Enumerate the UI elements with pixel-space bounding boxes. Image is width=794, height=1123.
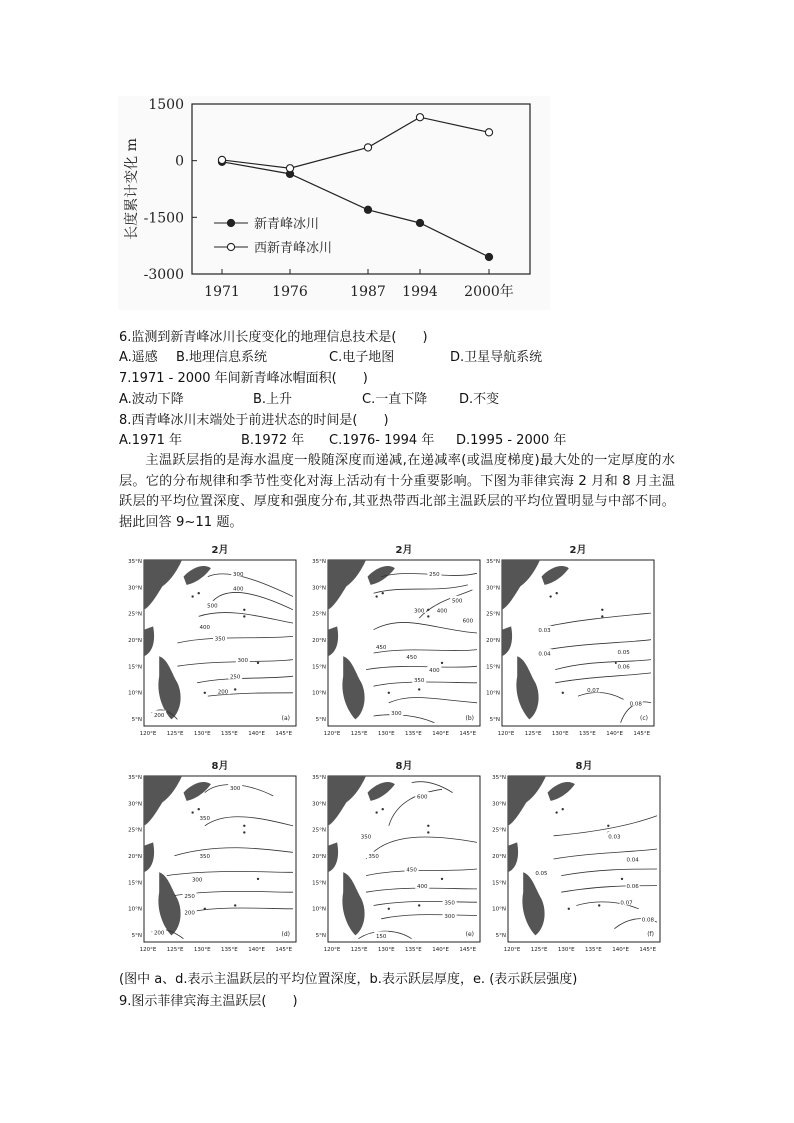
lat-label: 5°N: [131, 933, 142, 940]
island-dot: [621, 878, 623, 880]
contour-label: 350: [368, 854, 379, 861]
lat-label: 30°N: [492, 801, 506, 808]
lon-label: 135°E: [221, 947, 238, 953]
lat-label: 35°N: [486, 559, 500, 565]
lon-label: 120°E: [323, 947, 341, 953]
panel-letter: (b): [465, 715, 474, 722]
lat-label: 30°N: [128, 585, 142, 592]
island-dot: [243, 825, 245, 827]
contour-label: 200: [217, 689, 229, 696]
x-tick-label: 1976: [272, 284, 308, 300]
island-dot: [198, 808, 200, 810]
lon-label: 125°E: [166, 731, 184, 737]
panel-letter: (e): [465, 931, 474, 938]
lon-label: 135°E: [405, 947, 422, 953]
series-2-point: [364, 144, 371, 151]
series-2-point: [286, 165, 293, 172]
lon-label: 140°E: [432, 731, 449, 737]
question-8-stem: 8.西青峰冰川末端处于前进状态的时间是( ): [119, 413, 389, 428]
island-dot: [243, 609, 245, 611]
panel-letter: (d): [281, 931, 290, 938]
island-dot: [418, 904, 420, 906]
y-tick-label: 0: [175, 153, 184, 170]
contour-label: 350: [214, 636, 226, 643]
map-month-title: 2月: [211, 545, 229, 556]
legend-marker: [227, 243, 234, 250]
island-dot: [191, 595, 193, 597]
question-6-option-d: D.卫星导航系统: [450, 350, 543, 365]
contour-label: 300: [444, 913, 455, 920]
island-dot: [388, 908, 390, 910]
contour-label: 0.08: [641, 917, 654, 924]
lon-label: 125°E: [530, 947, 548, 953]
island-dot: [441, 878, 443, 880]
island-dot: [607, 825, 609, 827]
contour-label: 0.04: [626, 857, 639, 864]
island-dot: [388, 692, 390, 694]
lon-label: 130°E: [193, 947, 211, 953]
legend-label: 西新青峰冰川: [254, 241, 333, 256]
lon-label: 130°E: [377, 947, 395, 953]
lon-label: 135°E: [221, 731, 238, 737]
island-dot: [562, 692, 564, 694]
lat-label: 30°N: [312, 801, 326, 808]
island-dot: [234, 904, 236, 906]
contour-label: 0.07: [620, 900, 633, 907]
island-dot: [427, 615, 429, 617]
question-7-option-b: B.上升: [253, 392, 293, 407]
contour-label: 350: [413, 678, 425, 685]
lon-label: 120°E: [323, 731, 341, 737]
contour-label: 0.06: [626, 884, 639, 891]
y-tick-label: 1500: [148, 97, 184, 113]
lat-label: 15°N: [312, 880, 326, 887]
island-dot: [257, 878, 259, 880]
thermocline-map-c: [478, 540, 658, 745]
lon-label: 140°E: [432, 947, 449, 953]
island-dot: [441, 662, 443, 664]
question-9-stem: 9.图示菲律宾海主温跃层( ): [119, 994, 298, 1009]
lon-label: 130°E: [377, 731, 395, 737]
contour-label: 400: [232, 586, 244, 593]
contour-label: 350: [199, 816, 211, 822]
map-month-title: 2月: [395, 545, 413, 556]
question-7-option-d: D.不变: [459, 392, 500, 407]
contour-label: 200: [153, 712, 165, 719]
thermocline-map-f: [484, 756, 664, 961]
contour-label: 300: [229, 786, 241, 793]
contour-label: 0.08: [629, 701, 642, 708]
island-dot: [234, 688, 236, 690]
question-7-stem: 7.1971 - 2000 年间新青峰冰帽面积( ): [119, 371, 368, 386]
lat-label: 20°N: [312, 638, 326, 645]
island-dot: [204, 692, 206, 694]
island-dot: [243, 615, 245, 617]
question-8-option-a: A.1971 年: [119, 433, 183, 448]
lon-label: 130°E: [557, 947, 575, 953]
x-tick-label: 2000年: [464, 284, 514, 300]
island-dot: [601, 609, 603, 611]
contour-label: 300: [191, 877, 203, 884]
lat-label: 25°N: [312, 611, 326, 618]
series-1-point: [416, 219, 423, 226]
lat-label: 15°N: [312, 664, 326, 671]
lat-label: 25°N: [492, 827, 506, 834]
contour-label: 350: [360, 834, 372, 841]
contour-label: 450: [406, 654, 417, 661]
panel-letter: (f): [647, 931, 654, 938]
lon-label: 130°E: [551, 731, 569, 737]
thermocline-map-d: [120, 756, 300, 961]
thermocline-map-b: [304, 540, 484, 745]
question-8-option-c: C.1976- 1994 年: [329, 433, 435, 448]
island-dot: [549, 595, 551, 597]
lat-label: 15°N: [486, 664, 500, 671]
contour-label: 250: [229, 674, 241, 681]
lon-label: 145°E: [639, 947, 657, 953]
lon-label: 125°E: [350, 731, 368, 737]
contour-label: 0.05: [535, 870, 548, 877]
figure-caption: (图中 a、d.表示主温跃层的平均位置深度，b.表示跃层厚度，e. (表示跃层强度): [119, 972, 578, 987]
lat-label: 20°N: [486, 638, 500, 645]
lat-label: 10°N: [128, 690, 142, 697]
lat-label: 10°N: [312, 906, 326, 913]
series-2-point: [485, 129, 492, 136]
lat-label: 35°N: [312, 559, 326, 565]
island-dot: [243, 831, 245, 833]
question-6-option-c: C.电子地图: [329, 350, 395, 365]
contour-label: 400: [436, 608, 448, 615]
lat-label: 15°N: [128, 880, 142, 887]
x-tick-label: 1994: [402, 284, 438, 300]
lat-label: 25°N: [312, 827, 326, 834]
lon-label: 140°E: [248, 947, 265, 953]
lon-label: 145°E: [459, 731, 477, 737]
contour-label: 300: [237, 658, 249, 665]
lat-label: 35°N: [128, 559, 142, 565]
lat-label: 5°N: [131, 717, 142, 724]
contour-label: 0.04: [538, 651, 551, 658]
lon-label: 125°E: [166, 947, 184, 953]
y-axis-label: 长度累计变化 m: [124, 138, 140, 240]
question-7-option-a: A.波动下降: [119, 392, 184, 407]
island-dot: [562, 808, 564, 810]
legend-marker: [227, 219, 234, 226]
lon-label: 145°E: [633, 731, 651, 737]
island-dot: [382, 592, 384, 594]
panel-letter: (a): [281, 715, 290, 722]
lat-label: 35°N: [128, 775, 142, 781]
contour-label: 600: [416, 794, 428, 801]
question-6-option-b: B.地理信息系统: [176, 350, 268, 365]
island-dot: [382, 808, 384, 810]
map-month-title: 8月: [211, 761, 229, 772]
contour-label: 300: [391, 711, 402, 718]
contour-label: 350: [444, 900, 455, 907]
lon-label: 125°E: [524, 731, 542, 737]
question-6-option-a: A.遥感: [119, 350, 158, 365]
lat-label: 30°N: [486, 585, 500, 592]
contour-label: 200: [153, 930, 165, 937]
lat-label: 25°N: [486, 611, 500, 618]
thermocline-map-a: [120, 540, 300, 745]
panel-letter: (c): [640, 715, 648, 722]
contour-label: 0.05: [617, 649, 630, 656]
y-tick-label: -1500: [143, 210, 184, 227]
question-8-option-b: B.1972 年: [241, 433, 305, 448]
lat-label: 10°N: [486, 690, 500, 697]
lat-label: 30°N: [128, 801, 142, 808]
lon-label: 140°E: [612, 947, 629, 953]
series-1-point: [485, 253, 492, 260]
lon-label: 120°E: [497, 731, 515, 737]
contour-label: 250: [184, 894, 195, 901]
lat-label: 20°N: [312, 854, 326, 861]
contour-label: 0.07: [587, 687, 600, 694]
island-dot: [198, 592, 200, 594]
lon-label: 145°E: [459, 947, 477, 953]
lon-label: 140°E: [606, 731, 623, 737]
lon-label: 130°E: [193, 731, 211, 737]
map-month-title: 2月: [569, 545, 587, 556]
island-dot: [427, 831, 429, 833]
lat-label: 5°N: [495, 933, 506, 940]
lat-label: 30°N: [312, 585, 326, 592]
lat-label: 20°N: [492, 854, 506, 861]
question-7-option-c: C.一直下降: [362, 392, 428, 407]
contour-label: 450: [406, 867, 417, 874]
lon-label: 140°E: [248, 731, 265, 737]
contour-label: 150: [375, 933, 387, 940]
contour-label: 400: [429, 668, 440, 675]
question-6-stem: 6.监测到新青峰冰川长度变化的地理信息技术是( ): [119, 330, 428, 345]
island-dot: [257, 662, 259, 664]
contour-label: 300: [232, 571, 244, 578]
lon-label: 135°E: [579, 731, 596, 737]
contour-label: 350: [199, 854, 211, 861]
island-dot: [191, 811, 193, 813]
lat-label: 25°N: [128, 611, 142, 618]
lat-label: 10°N: [492, 906, 506, 913]
lat-label: 15°N: [128, 664, 142, 671]
contour-label: 500: [207, 603, 218, 610]
contour-label: 250: [429, 571, 440, 578]
island-dot: [568, 908, 570, 910]
lon-label: 120°E: [139, 731, 157, 737]
contour-label: 500: [451, 598, 463, 605]
lon-label: 145°E: [275, 947, 293, 953]
intro-paragraph-text: 主温跃层指的是海水温度一般随深度而递减,在递减率(或温度梯度)最大处的一定厚度的水层。它的分布规律和季节性变化对海上活动有十分重要影响。下图为菲律宾海 2 月和 8 月主温跃层的平均位置深度、厚度和强度分布,其亚热带西北部主温跃层的平均位置明显与中部不同。据此回答 9~11 题。: [119, 453, 675, 530]
lat-label: 5°N: [489, 717, 500, 724]
contour-label: 600: [462, 618, 474, 625]
contour-label: 0.03: [538, 628, 551, 635]
island-dot: [375, 595, 377, 597]
contour-label: 400: [416, 884, 428, 891]
lat-label: 35°N: [492, 775, 506, 781]
contour-label: 0.03: [608, 834, 621, 841]
intro-paragraph: [119, 451, 675, 533]
island-dot: [556, 592, 558, 594]
question-8-option-d: D.1995 - 2000 年: [456, 433, 567, 448]
x-tick-label: 1987: [350, 284, 386, 300]
thermocline-map-e: [304, 756, 484, 961]
island-dot: [555, 811, 557, 813]
lat-label: 5°N: [315, 933, 326, 940]
series-1-point: [364, 206, 371, 213]
contour-label: 300: [413, 608, 425, 615]
contour-label: 0.06: [617, 664, 630, 671]
island-dot: [418, 688, 420, 690]
island-dot: [601, 615, 603, 617]
lat-label: 10°N: [312, 690, 326, 697]
legend-label: 新青峰冰川: [254, 217, 320, 232]
lat-label: 15°N: [492, 880, 506, 887]
series-2-point: [218, 156, 225, 163]
x-tick-label: 1971: [204, 284, 240, 300]
lon-label: 120°E: [503, 947, 521, 953]
series-2-point: [416, 114, 423, 121]
lon-label: 120°E: [139, 947, 157, 953]
lon-label: 125°E: [350, 947, 368, 953]
contour-label: 200: [184, 910, 195, 917]
lat-label: 20°N: [128, 638, 142, 645]
glacier-length-chart: [118, 96, 550, 310]
lat-label: 25°N: [128, 827, 142, 834]
lat-label: 5°N: [315, 717, 326, 724]
lat-label: 35°N: [312, 775, 326, 781]
contour-label: 400: [199, 624, 211, 631]
lon-label: 145°E: [275, 731, 293, 737]
lat-label: 20°N: [128, 854, 142, 861]
y-tick-label: -3000: [143, 267, 184, 283]
contour-label: 450: [375, 644, 387, 651]
island-dot: [427, 825, 429, 827]
lon-label: 135°E: [585, 947, 602, 953]
island-dot: [375, 811, 377, 813]
map-month-title: 8月: [575, 761, 593, 772]
island-dot: [598, 904, 600, 906]
lon-label: 135°E: [405, 731, 422, 737]
lat-label: 10°N: [128, 906, 142, 913]
map-month-title: 8月: [395, 761, 413, 772]
